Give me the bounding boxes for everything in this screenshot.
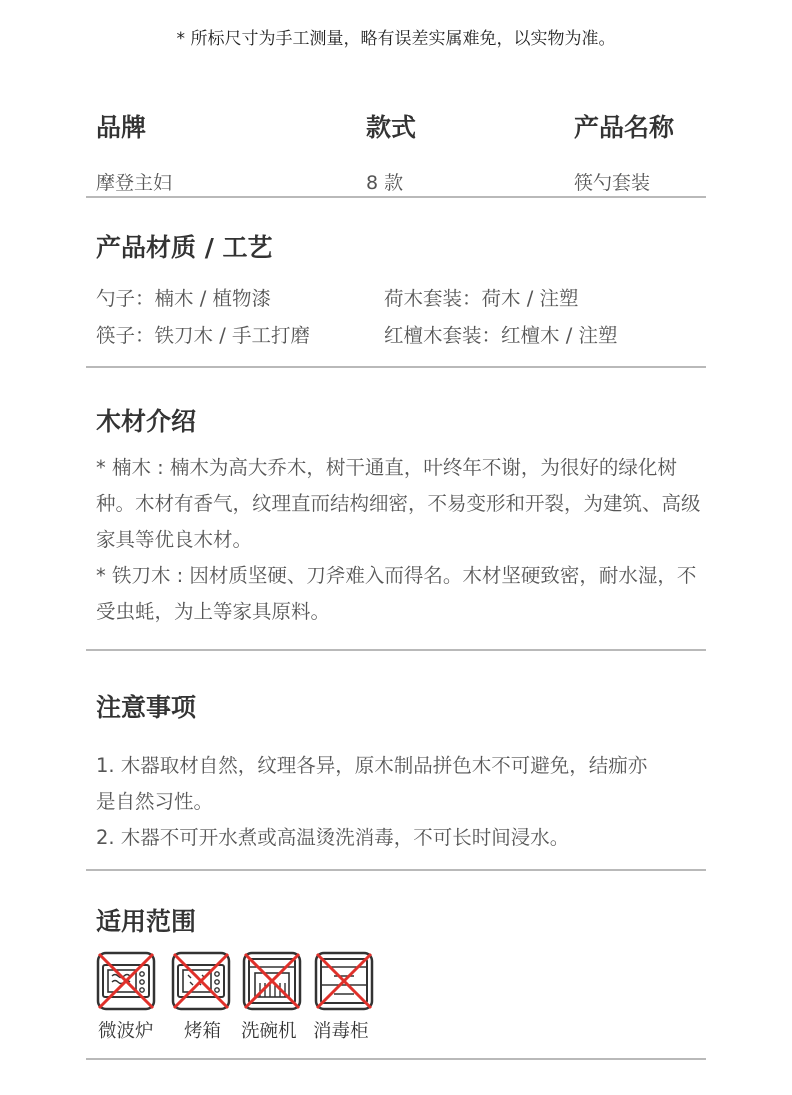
microwave-icon <box>96 951 156 1011</box>
divider <box>86 869 706 871</box>
wood-paragraph-tiedaomu: * 铁刀木 : 因材质坚硬、刀斧难入而得名。木材坚硬致密，耐水湿，不受虫蚝，为上等家具原料。 <box>96 564 697 623</box>
material-title: 产品材质 / 工艺 <box>96 233 273 262</box>
notice-title: 注意事项 <box>96 693 197 722</box>
divider <box>86 1058 706 1060</box>
notice-line: 是自然习性。 <box>96 790 214 813</box>
dishwasher-icon <box>242 951 302 1011</box>
product-name-value: 筷勺套装 <box>574 172 651 194</box>
material-item: 荷木套装：荷木 / 注塑 <box>384 287 579 310</box>
material-item: 筷子：铁刀木 / 手工打磨 <box>96 324 310 347</box>
microwave-label: 微波炉 <box>98 1021 154 1042</box>
material-item: 红檀木套装：红檀木 / 注塑 <box>384 324 618 347</box>
wood-description <box>96 450 708 630</box>
divider <box>86 366 706 368</box>
measurement-note: * 所标尺寸为手工测量，略有误差实属难免，以实物为准。 <box>176 29 616 49</box>
notice-line: 2. 木器不可开水煮或高温烫洗消毒，不可长时间浸水。 <box>96 826 570 849</box>
product-name-label: 产品名称 <box>574 113 675 142</box>
spec-style <box>366 108 416 195</box>
brand-value: 摩登主妇 <box>96 172 173 194</box>
dishwasher-label: 洗碗机 <box>241 1021 297 1042</box>
spec-brand <box>96 108 172 195</box>
oven-label: 烤箱 <box>184 1021 222 1042</box>
notice-line: 1. 木器取材自然，纹理各异，原木制品拼色木不可避免，结痂亦 <box>96 754 648 777</box>
divider <box>86 196 706 198</box>
wood-title: 木材介绍 <box>96 407 197 436</box>
style-label: 款式 <box>366 113 417 142</box>
material-item: 勺子：楠木 / 植物漆 <box>96 287 271 310</box>
sterilizer-cabinet-label: 消毒柜 <box>313 1021 369 1042</box>
style-value: 8 款 <box>366 172 404 194</box>
oven-icon <box>171 951 231 1011</box>
wood-paragraph-nanmu: * 楠木 : 楠木为高大乔木，树干通直，叶终年不谢，为很好的绿化树种。木材有香气，纹理直而结构细密，不易变形和开裂，为建筑、高级家具等优良木材。 <box>96 456 701 551</box>
spec-product-name <box>574 108 674 195</box>
usage-title: 适用范围 <box>96 907 197 936</box>
sterilizer-cabinet-icon <box>314 951 374 1011</box>
brand-label: 品牌 <box>96 113 147 142</box>
divider <box>86 649 706 651</box>
